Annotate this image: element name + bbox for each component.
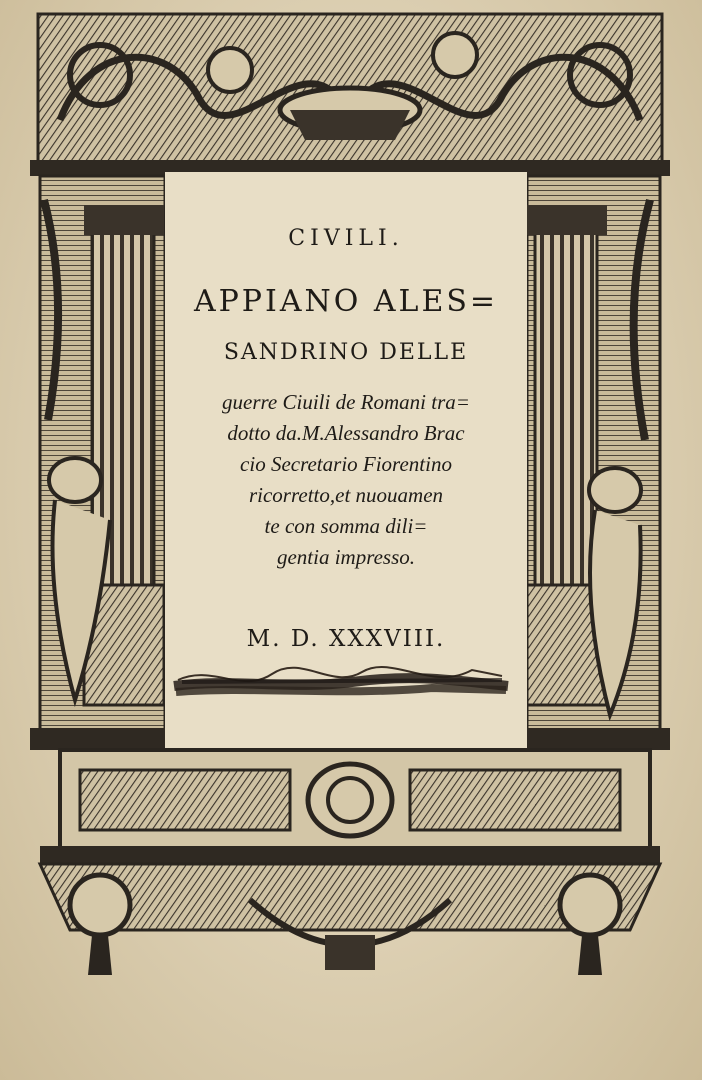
publication-date: M. D. XXXVIII. bbox=[246, 626, 446, 652]
left-column bbox=[40, 176, 165, 736]
right-column bbox=[527, 176, 660, 736]
top-frieze bbox=[30, 14, 670, 176]
body-line: dotto da.M.Alessandro Brac bbox=[227, 421, 465, 445]
body-line: ricorretto,et nuouamen bbox=[248, 483, 444, 507]
body-line: te con somma dili= bbox=[264, 514, 428, 538]
bottom-frieze bbox=[30, 728, 670, 975]
title-line-1: CIVILI. bbox=[288, 226, 404, 251]
body-line: gentia impresso. bbox=[276, 545, 416, 569]
body-line: cio Secretario Fiorentino bbox=[240, 452, 452, 476]
title-line-2: APPIANO ALES= bbox=[193, 284, 499, 319]
title-line-3: SANDRINO DELLE bbox=[223, 340, 469, 365]
crossed-out-inscription bbox=[172, 660, 512, 704]
body-line: guerre Ciuili de Romani tra= bbox=[222, 390, 470, 414]
